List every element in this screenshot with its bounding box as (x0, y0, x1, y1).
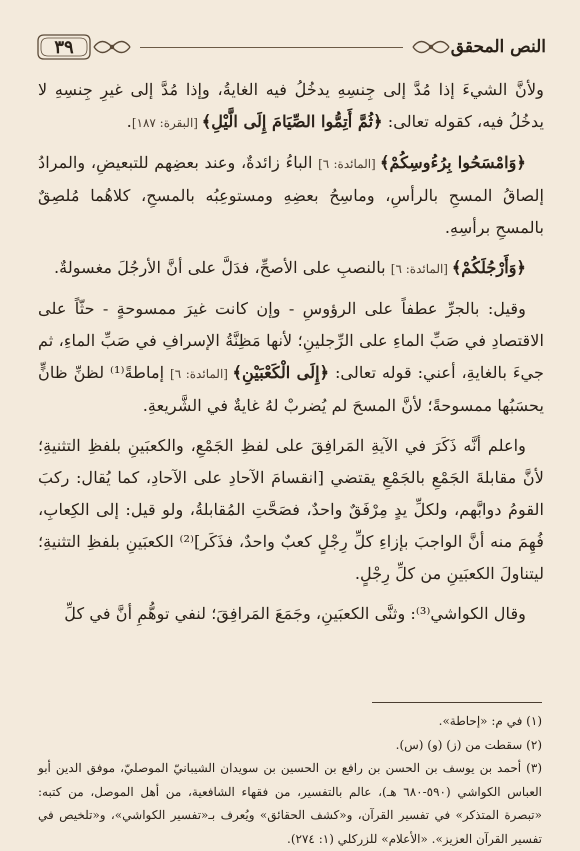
page-header (36, 30, 546, 64)
paragraph: ولأنَّ الشيءَ إذا مُدَّ إلى جِنسِهِ يدخُلُ فيه الغايةُ، وإذا مُدَّ إلى غيرِ جِنسِهِ لا يدخُلُ فيه، كقوله تعالى: ﴿ثُمَّ أَتِمُّوا الصِّيَامَ إِلَى الَّيْلِ﴾ [البقرة: ١٨٧]. (38, 80, 544, 131)
quran-verse: ﴿إِلَى الْكَعْبَيْنِ﴾ (232, 363, 330, 382)
paragraph: وقيل: بالجرِّ عطفاً على الرؤوسِ - وإن كانت غيرَ ممسوحةٍ - حثّاً على الاقتصادِ في صَبِّ الماءِ على الرِّجلينِ؛ لأنها مَظِنَّةُ الإسرافِ في صَبِّ الماءِ، ثم جيءَ بالغايةِ، أعني: قوله تعالى: ﴿إِلَى الْكَعْبَيْنِ﴾ [المائدة: ٦] إماطةً⁽¹⁾ لظنِّ ظانٍّ يحسَبُها ممسوحةً؛ لأنَّ المسحَ لم يُضربْ لهُ غايةٌ في الشَّريعةِ. (38, 299, 544, 415)
paragraph: وقال الكواشي⁽³⁾: وثنَّى الكعبَينِ، وجَمَعَ المَرافِقَ؛ لنفي توهُّمِ أنَّ في كلِّ (64, 604, 526, 623)
page-number-frame (36, 33, 92, 61)
header-rule (140, 47, 403, 48)
verse-reference: [المائدة: ٦] (170, 367, 233, 381)
footnote-separator (372, 702, 542, 703)
verse-reference: [البقرة: ١٨٧] (131, 116, 202, 130)
footnote: (٣) أحمد بن يوسف بن الحسن بن رافع بن الحسين بن سويدان الشيبانيّ الموصليّ، موفق الدين أبو العباس الكواشي (٥٩٠-٦٨٠ هـ)، عالم بالتفسير، من فقهاء الشافعية، من أهل الموصل، من كتبه: «تبصرة المتذكر» في تفسير القرآن، و«كشف الحقائق» ويُعرف بـ«تفسير الكواشي»، و«تلخيص في تفسير القرآن العزيز». «الأعلام» للزركلي (١: ٢٧٤). (38, 761, 542, 846)
verse-reference: [المائدة: ٦] (390, 262, 452, 276)
quran-verse: ﴿وَامْسَحُوا بِرُءُوسِكُمْ﴾ (380, 153, 526, 172)
footnotes (38, 710, 542, 851)
footnote: (٢) سقطت من (ز) (و) (س). (395, 737, 542, 752)
footnote: (١) في م: «إحاطة». (438, 714, 542, 728)
main-text (38, 74, 544, 638)
verse-reference: [المائدة: ٦] (318, 157, 381, 171)
paragraph: واعلم أنَّه ذَكَرَ في الآيةِ المَرافِقَ على لفظِ الجَمْعِ، والكعبَينِ بلفظِ التثنيةِ؛ لأنَّ مقابلةَ الجَمْعِ بالجَمْعِ يقتضي [انقسامَ الآحادِ على الآحادِ، كما يُقال: ركبَ القومُ دوابَّهم، ولكلِّ يدٍ مِرْفَقٌ واحدٌ، فصَحَّتِ المُقابلةُ، ولو قيل: إلى الكِعابِ، فُهِمَ منه أنَّ الواجبَ بإزاءِ كلِّ رِجْلٍ كعبٌ واحدٌ، فذَكَر]⁽²⁾ الكعبَينِ بلفظِ التثنيةِ؛ ليتناولَ الكعبَينِ من كلِّ رِجْلٍ. (38, 436, 544, 583)
paragraph: ﴿وَأَرْجُلَكُمْ﴾ [المائدة: ٦] بالنصبِ على الأصحِّ، فدَلَّ على أنَّ الأرجُلَ مغسولةٌ. (54, 258, 526, 277)
quran-verse: ﴿ثُمَّ أَتِمُّوا الصِّيَامَ إِلَى الَّيْلِ﴾ (201, 112, 383, 131)
running-title: النص المحقق (450, 37, 546, 57)
quran-verse: ﴿وَأَرْجُلَكُمْ﴾ (451, 258, 526, 277)
page-number: ٣٩ (54, 36, 74, 58)
ornament-icon (411, 32, 451, 62)
ornament-icon (92, 32, 132, 62)
paragraph: ﴿وَامْسَحُوا بِرُءُوسِكُمْ﴾ [المائدة: ٦] الباءُ زائدةٌ، وعند بعضِهم للتبعيضِ، والمرادُ إلصاقُ المسحِ بالرأسِ، وماسِحُ بعضِهِ ومستوعِبُه بالمسحِ، كلاهُما مُلصِقٌ بالمسحِ برأسِهِ. (38, 153, 544, 237)
